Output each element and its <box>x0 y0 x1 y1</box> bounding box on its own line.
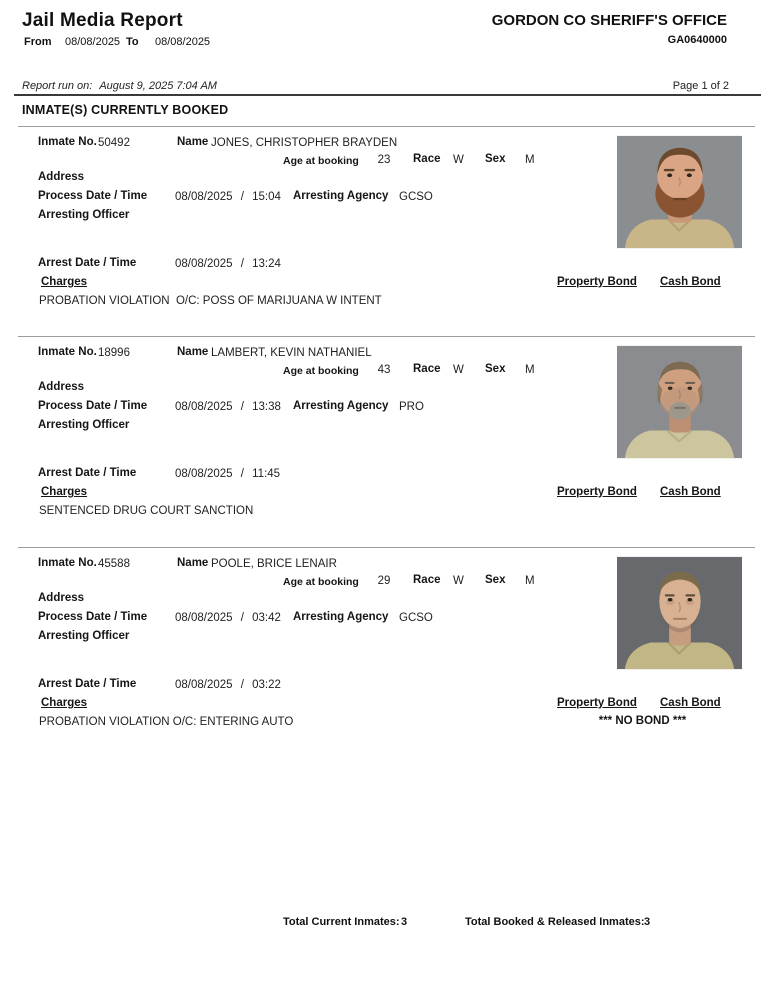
arrest-datetime-label: Arrest Date / Time <box>38 467 137 479</box>
run-on-label: Report run on: <box>22 80 93 92</box>
header-rule <box>14 94 761 96</box>
age-at-booking-label: Age at booking <box>283 365 359 377</box>
name-label: Name <box>177 346 209 358</box>
report-run-on <box>22 80 217 92</box>
process-datetime-value: 08/08/2025 / 15:04 <box>175 191 281 203</box>
cash-bond-label: Cash Bond <box>660 276 721 288</box>
arresting-agency-value: GCSO <box>399 612 433 624</box>
inmate-no-value: 45588 <box>98 558 130 570</box>
cash-bond-label: Cash Bond <box>660 486 721 498</box>
sex-value: M <box>525 364 535 376</box>
inmate-no-label: Inmate No. <box>38 557 97 569</box>
arrest-datetime-value: 08/08/2025 / 11:45 <box>175 468 281 480</box>
age-value: 43 <box>377 364 391 376</box>
to-date: 08/08/2025 <box>155 36 211 48</box>
arresting-agency-label: Arresting Agency <box>293 190 389 202</box>
arresting-officer-label: Arresting Officer <box>38 630 130 642</box>
process-datetime-label: Process Date / Time <box>38 611 148 623</box>
arresting-agency-label: Arresting Agency <box>293 611 389 623</box>
name-label: Name <box>177 136 209 148</box>
total-booked-released-value: 3 <box>643 916 651 928</box>
arresting-agency-value: PRO <box>399 401 424 413</box>
mugshot-photo <box>617 554 742 672</box>
charges-label: Charges <box>41 486 88 498</box>
arrest-datetime-value: 08/08/2025 / 03:22 <box>175 679 281 691</box>
race-value: W <box>453 154 464 166</box>
property-bond-label: Property Bond <box>557 697 637 709</box>
arrest-datetime-label: Arrest Date / Time <box>38 257 137 269</box>
arrest-datetime-value: 08/08/2025 / 13:24 <box>175 258 281 270</box>
report-title: Jail Media Report <box>22 10 183 31</box>
process-datetime-label: Process Date / Time <box>38 400 148 412</box>
total-current-inmates-label: Total Current Inmates: <box>283 916 400 928</box>
from-date: 08/08/2025 <box>65 36 121 48</box>
from-label: From <box>24 36 52 48</box>
race-value: W <box>453 364 464 376</box>
cash-bond-label: Cash Bond <box>660 697 721 709</box>
sex-label: Sex <box>485 153 506 165</box>
page-indicator: Page 1 of 2 <box>672 80 729 92</box>
sex-value: M <box>525 154 535 166</box>
name-label: Name <box>177 557 209 569</box>
sex-label: Sex <box>485 363 506 375</box>
inmate-record <box>18 547 755 758</box>
section-title: INMATE(S) CURRENTLY BOOKED <box>22 103 229 117</box>
name-value: LAMBERT, KEVIN NATHANIEL <box>211 347 372 359</box>
arresting-officer-label: Arresting Officer <box>38 419 130 431</box>
address-label: Address <box>38 171 85 183</box>
charges-label: Charges <box>41 276 88 288</box>
inmate-record <box>18 336 755 547</box>
total-current-inmates-value: 3 <box>400 916 408 928</box>
charge-text: PROBATION VIOLATION O/C: ENTERING AUTO <box>39 716 294 728</box>
charges-label: Charges <box>41 697 88 709</box>
agency-name: GORDON CO SHERIFF'S OFFICE <box>491 12 727 29</box>
charge-text: PROBATION VIOLATION O/C: POSS OF MARIJUANA W INTENT <box>39 295 382 307</box>
arresting-agency-value: GCSO <box>399 191 433 203</box>
age-at-booking-label: Age at booking <box>283 576 359 588</box>
name-value: JONES, CHRISTOPHER BRAYDEN <box>211 137 398 149</box>
name-value: POOLE, BRICE LENAIR <box>211 558 337 570</box>
address-label: Address <box>38 381 85 393</box>
race-label: Race <box>413 153 441 165</box>
run-on-value: August 9, 2025 7:04 AM <box>99 80 217 92</box>
inmate-no-label: Inmate No. <box>38 346 97 358</box>
address-label: Address <box>38 592 85 604</box>
sex-value: M <box>525 575 535 587</box>
age-value: 29 <box>377 575 391 587</box>
arrest-datetime-label: Arrest Date / Time <box>38 678 137 690</box>
total-booked-released-label: Total Booked & Released Inmates: <box>465 916 645 928</box>
mugshot-photo <box>617 133 742 251</box>
age-value: 23 <box>377 154 391 166</box>
race-label: Race <box>413 363 441 375</box>
inmate-record <box>18 126 755 337</box>
arresting-officer-label: Arresting Officer <box>38 209 130 221</box>
process-datetime-label: Process Date / Time <box>38 190 148 202</box>
process-datetime-value: 08/08/2025 / 13:38 <box>175 401 281 413</box>
inmate-no-label: Inmate No. <box>38 136 97 148</box>
race-value: W <box>453 575 464 587</box>
inmate-no-value: 18996 <box>98 347 130 359</box>
to-label: To <box>126 36 139 48</box>
race-label: Race <box>413 574 441 586</box>
agency-code: GA0640000 <box>667 34 727 46</box>
charge-text: SENTENCED DRUG COURT SANCTION <box>39 505 254 517</box>
process-datetime-value: 08/08/2025 / 03:42 <box>175 612 281 624</box>
property-bond-label: Property Bond <box>557 276 637 288</box>
property-bond-label: Property Bond <box>557 486 637 498</box>
inmate-no-value: 50492 <box>98 137 130 149</box>
mugshot-photo <box>617 343 742 461</box>
no-bond-note: *** NO BOND *** <box>598 715 687 727</box>
age-at-booking-label: Age at booking <box>283 155 359 167</box>
arresting-agency-label: Arresting Agency <box>293 400 389 412</box>
sex-label: Sex <box>485 574 506 586</box>
